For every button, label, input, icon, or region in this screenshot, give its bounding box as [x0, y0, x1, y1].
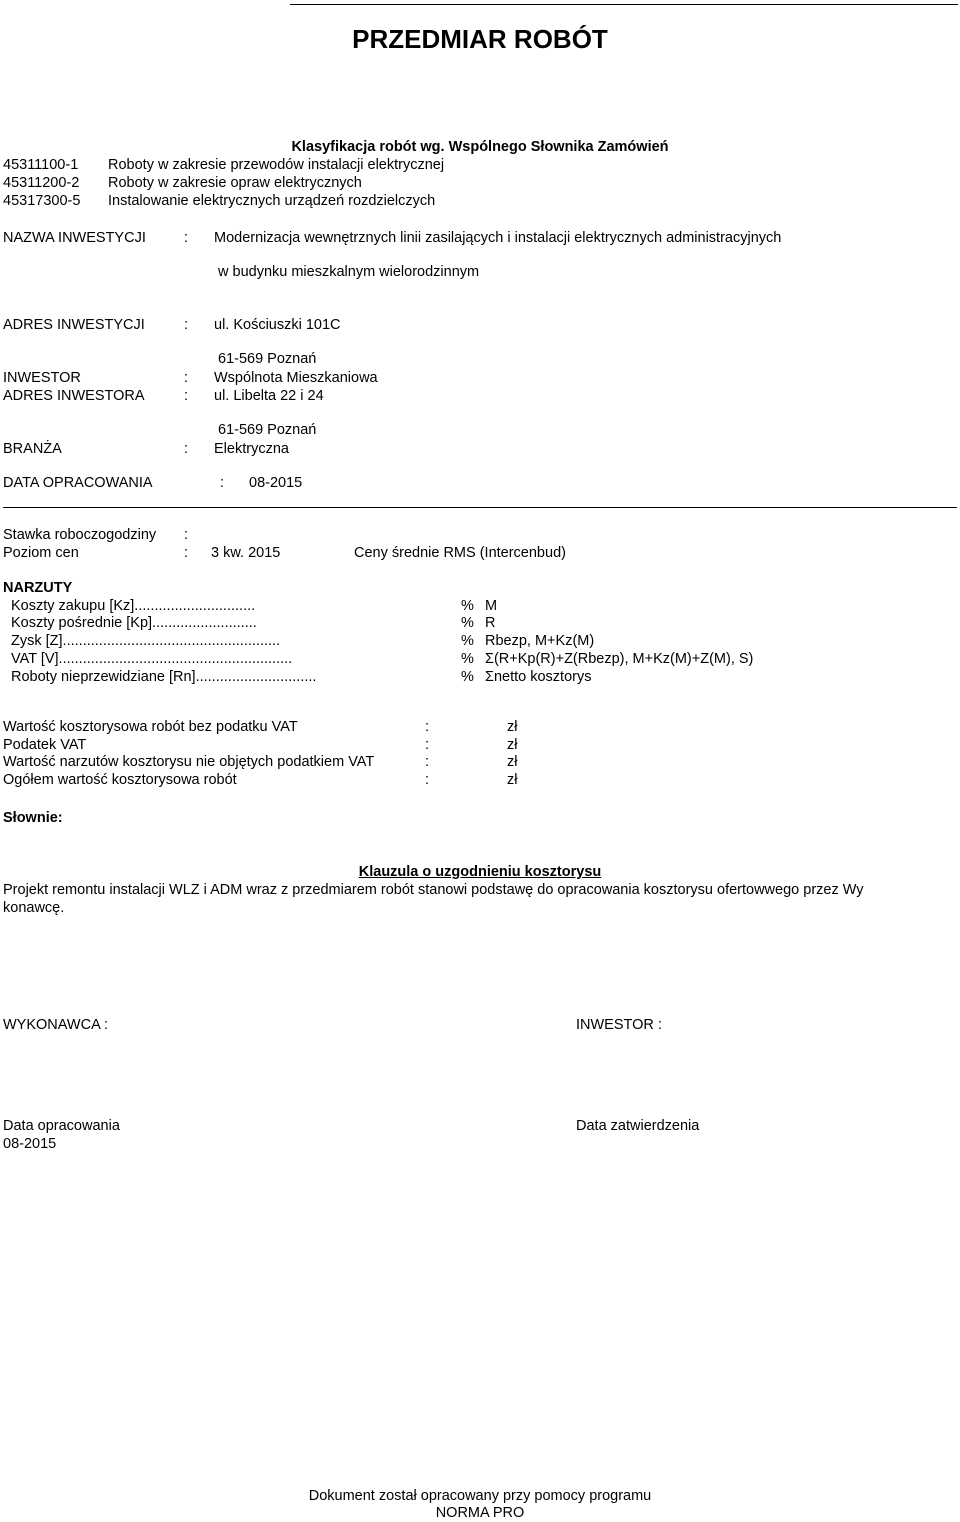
surcharge-unit: %: [461, 651, 474, 667]
colon: :: [184, 441, 189, 457]
surcharge-basis: Σ(R+Kp(R)+Z(Rbezp), M+Kz(M)+Z(M), S): [485, 651, 754, 667]
colon: :: [425, 737, 430, 753]
colon: :: [184, 388, 189, 404]
prepared-date-value: 08-2015: [3, 1136, 57, 1152]
branch-value: Elektryczna: [214, 441, 289, 457]
clause-heading: Klauzula o uzgodnieniu kosztorysu: [358, 864, 602, 880]
investment-address-line1: ul. Kościuszki 101C: [214, 317, 341, 333]
surcharge-label: Koszty pośrednie [Kp]..........................: [11, 615, 257, 631]
value-label: Ogółem wartość kosztorysowa robót: [3, 772, 237, 788]
page-title: PRZEDMIAR ROBÓT: [352, 24, 608, 54]
investment-name-line2: w budynku mieszkalnym wielorodzinnym: [218, 264, 480, 280]
date-value: 08-2015: [249, 475, 303, 491]
investor-address-line1: ul. Libelta 22 i 24: [214, 388, 324, 404]
cpv-code: 45311100-1: [3, 157, 79, 173]
words-label: Słownie:: [3, 810, 63, 826]
colon: :: [184, 370, 189, 386]
investment-name-line1: Modernizacja wewnętrznych linii zasilających i instalacji elektrycznych administracyjnych: [214, 230, 782, 246]
colon: :: [425, 719, 430, 735]
cpv-desc: Roboty w zakresie opraw elektrycznych: [108, 175, 362, 191]
colon: :: [220, 475, 225, 491]
contractor-signature-label: WYKONAWCA :: [3, 1017, 108, 1033]
value-currency: zł: [507, 719, 518, 735]
branch-label: BRANŻA: [3, 441, 62, 457]
investment-address-line2: 61-569 Poznań: [218, 351, 317, 367]
cpv-desc: Instalowanie elektrycznych urządzeń rozdzielczych: [108, 193, 436, 209]
cpv-code: 45311200-2: [3, 175, 80, 191]
investor-label: INWESTOR: [3, 370, 81, 386]
price-source: Ceny średnie RMS (Intercenbud): [354, 545, 566, 561]
prepared-date-label: Data opracowania: [3, 1118, 120, 1134]
classification-heading: Klasyfikacja robót wg. Wspólnego Słownika Zamówień: [291, 139, 669, 155]
footer-line2: NORMA PRO: [435, 1505, 525, 1521]
surcharge-label: Zysk [Z]......................................................: [11, 633, 281, 649]
surcharge-unit: %: [461, 633, 474, 649]
colon: :: [425, 772, 430, 788]
approved-date-label: Data zatwierdzenia: [576, 1118, 700, 1134]
cpv-desc: Roboty w zakresie przewodów instalacji elektrycznej: [108, 157, 445, 173]
colon: :: [184, 527, 189, 543]
value-currency: zł: [507, 754, 518, 770]
colon: :: [425, 754, 430, 770]
value-label: Wartość kosztorysowa robót bez podatku VAT: [3, 719, 298, 735]
surcharge-label: VAT [V]..........................................................: [11, 651, 293, 667]
surcharge-basis: M: [485, 598, 498, 614]
value-label: Wartość narzutów kosztorysu nie objętych podatkiem VAT: [3, 754, 375, 770]
clause-text-line2: konawcę.: [3, 900, 65, 916]
surcharges-heading: NARZUTY: [3, 580, 73, 596]
surcharge-basis: R: [485, 615, 496, 631]
surcharge-basis: Σnetto kosztorys: [485, 669, 592, 685]
price-level-value: 3 kw. 2015: [211, 545, 281, 561]
surcharge-unit: %: [461, 669, 474, 685]
colon: :: [184, 317, 189, 333]
surcharge-basis: Rbezp, M+Kz(M): [485, 633, 595, 649]
surcharge-label: Koszty zakupu [Kz]..............................: [11, 598, 256, 614]
colon: :: [184, 230, 189, 246]
investor-address-line2: 61-569 Poznań: [218, 422, 317, 438]
value-currency: zł: [507, 772, 518, 788]
surcharge-label: Roboty nieprzewidziane [Rn]..............................: [11, 669, 317, 685]
investor-value: Wspólnota Mieszkaniowa: [214, 370, 378, 386]
investor-address-label: ADRES INWESTORA: [3, 388, 145, 404]
surcharge-unit: %: [461, 598, 474, 614]
clause-text-line1: Projekt remontu instalacji WLZ i ADM wraz z przedmiarem robót stanowi podstawę do opracowania kosztorysu ofertowwego przez Wy: [3, 882, 864, 898]
date-label: DATA OPRACOWANIA: [3, 475, 153, 491]
value-currency: zł: [507, 737, 518, 753]
investment-address-label: ADRES INWESTYCJI: [3, 317, 145, 333]
value-label: Podatek VAT: [3, 737, 87, 753]
hourly-rate-label: Stawka roboczogodziny: [3, 527, 157, 543]
top-rule: [290, 4, 958, 5]
footer-line1: Dokument został opracowany przy pomocy programu: [308, 1488, 652, 1504]
investment-name-label: NAZWA INWESTYCJI: [3, 230, 146, 246]
surcharge-unit: %: [461, 615, 474, 631]
cpv-code: 45317300-5: [3, 193, 81, 209]
investor-signature-label: INWESTOR :: [576, 1017, 662, 1033]
section-rule: [3, 507, 957, 508]
price-level-label: Poziom cen: [3, 545, 79, 561]
colon: :: [184, 545, 189, 561]
